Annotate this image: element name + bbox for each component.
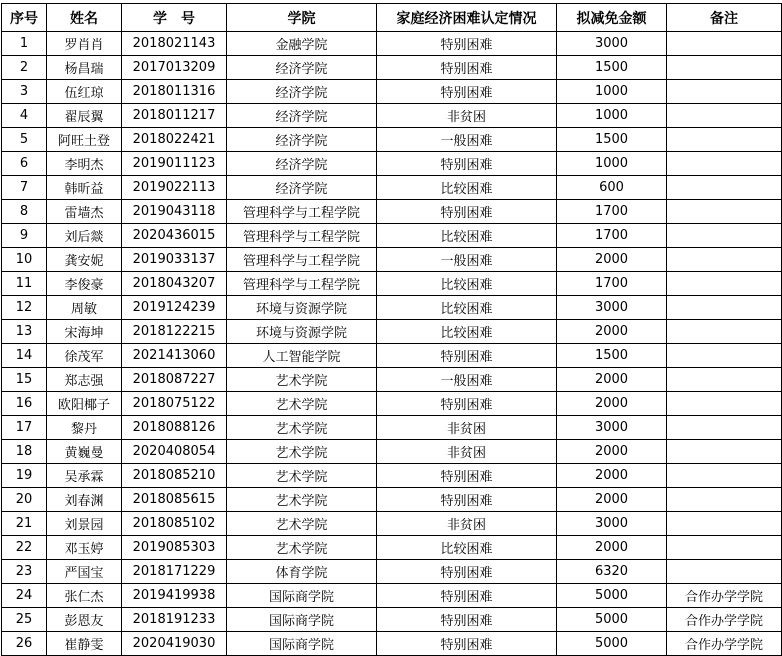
- cell-reduction-amount: 1700: [557, 224, 667, 248]
- cell-student-id: 2019419938: [122, 584, 227, 608]
- cell-hardship-level: 特别困难: [377, 56, 557, 80]
- cell-student-id: 2018043207: [122, 272, 227, 296]
- cell-student-id: 2018085210: [122, 464, 227, 488]
- cell-student-id: 2019011123: [122, 152, 227, 176]
- cell-index: 8: [2, 200, 47, 224]
- cell-hardship-level: 特别困难: [377, 32, 557, 56]
- cell-index: 23: [2, 560, 47, 584]
- cell-remarks: [667, 536, 782, 560]
- cell-reduction-amount: 1700: [557, 200, 667, 224]
- cell-remarks: [667, 344, 782, 368]
- cell-index: 3: [2, 80, 47, 104]
- cell-reduction-amount: 5000: [557, 608, 667, 632]
- table-row: [2, 584, 782, 608]
- cell-college: 国际商学院: [227, 608, 377, 632]
- cell-remarks: [667, 224, 782, 248]
- table-row: [2, 440, 782, 464]
- table-row: [2, 392, 782, 416]
- cell-name: 刘景园: [47, 512, 122, 536]
- cell-name: 吴承霖: [47, 464, 122, 488]
- cell-remarks: [667, 32, 782, 56]
- table-row: [2, 176, 782, 200]
- cell-reduction-amount: 3000: [557, 296, 667, 320]
- cell-student-id: 2019022113: [122, 176, 227, 200]
- cell-remarks: [667, 200, 782, 224]
- cell-college: 环境与资源学院: [227, 320, 377, 344]
- table-row: [2, 272, 782, 296]
- cell-index: 17: [2, 416, 47, 440]
- cell-index: 15: [2, 368, 47, 392]
- cell-index: 6: [2, 152, 47, 176]
- cell-index: 11: [2, 272, 47, 296]
- table-row: [2, 632, 782, 656]
- table-row: [2, 56, 782, 80]
- cell-student-id: 2018085102: [122, 512, 227, 536]
- cell-remarks: [667, 416, 782, 440]
- cell-college: 艺术学院: [227, 416, 377, 440]
- cell-index: 26: [2, 632, 47, 656]
- cell-index: 9: [2, 224, 47, 248]
- table-row: [2, 512, 782, 536]
- cell-name: 邓玉婷: [47, 536, 122, 560]
- cell-student-id: 2018088126: [122, 416, 227, 440]
- cell-reduction-amount: 2000: [557, 392, 667, 416]
- table-row: [2, 104, 782, 128]
- cell-index: 22: [2, 536, 47, 560]
- cell-hardship-level: 特别困难: [377, 488, 557, 512]
- cell-name: 黄巍曼: [47, 440, 122, 464]
- cell-reduction-amount: 5000: [557, 584, 667, 608]
- cell-name: 刘春渊: [47, 488, 122, 512]
- cell-name: 郑志强: [47, 368, 122, 392]
- cell-college: 艺术学院: [227, 488, 377, 512]
- cell-college: 经济学院: [227, 56, 377, 80]
- cell-index: 2: [2, 56, 47, 80]
- cell-index: 4: [2, 104, 47, 128]
- cell-name: 黎丹: [47, 416, 122, 440]
- cell-remarks: [667, 560, 782, 584]
- cell-hardship-level: 比较困难: [377, 320, 557, 344]
- cell-remarks: [667, 320, 782, 344]
- cell-hardship-level: 一般困难: [377, 368, 557, 392]
- cell-remarks: [667, 56, 782, 80]
- cell-college: 经济学院: [227, 152, 377, 176]
- cell-hardship-level: 特别困难: [377, 608, 557, 632]
- cell-reduction-amount: 1700: [557, 272, 667, 296]
- cell-student-id: 2018122215: [122, 320, 227, 344]
- table-row: [2, 128, 782, 152]
- header-hardship-level: 家庭经济困难认定情况: [377, 4, 557, 32]
- cell-college: 国际商学院: [227, 632, 377, 656]
- cell-index: 1: [2, 32, 47, 56]
- cell-name: 翟辰翼: [47, 104, 122, 128]
- cell-remarks: [667, 464, 782, 488]
- cell-student-id: 2020408054: [122, 440, 227, 464]
- cell-reduction-amount: 3000: [557, 32, 667, 56]
- student-fee-reduction-table: [1, 3, 782, 656]
- table-row: [2, 248, 782, 272]
- cell-index: 16: [2, 392, 47, 416]
- cell-hardship-level: 比较困难: [377, 296, 557, 320]
- cell-reduction-amount: 2000: [557, 320, 667, 344]
- cell-hardship-level: 特别困难: [377, 152, 557, 176]
- cell-hardship-level: 特别困难: [377, 560, 557, 584]
- cell-name: 李俊豪: [47, 272, 122, 296]
- cell-remarks: [667, 272, 782, 296]
- cell-college: 艺术学院: [227, 392, 377, 416]
- cell-index: 21: [2, 512, 47, 536]
- cell-student-id: 2018011316: [122, 80, 227, 104]
- cell-student-id: 2018171229: [122, 560, 227, 584]
- cell-hardship-level: 非贫困: [377, 512, 557, 536]
- cell-hardship-level: 特别困难: [377, 344, 557, 368]
- cell-college: 体育学院: [227, 560, 377, 584]
- cell-college: 经济学院: [227, 176, 377, 200]
- header-college: 学院: [227, 4, 377, 32]
- cell-hardship-level: 非贫困: [377, 104, 557, 128]
- cell-college: 国际商学院: [227, 584, 377, 608]
- cell-reduction-amount: 2000: [557, 248, 667, 272]
- table-body: [2, 32, 782, 656]
- cell-name: 伍红琼: [47, 80, 122, 104]
- table-row: [2, 224, 782, 248]
- cell-reduction-amount: 1000: [557, 152, 667, 176]
- table-row: [2, 416, 782, 440]
- cell-hardship-level: 特别困难: [377, 200, 557, 224]
- cell-index: 14: [2, 344, 47, 368]
- cell-reduction-amount: 2000: [557, 464, 667, 488]
- cell-reduction-amount: 2000: [557, 536, 667, 560]
- cell-student-id: 2018021143: [122, 32, 227, 56]
- cell-reduction-amount: 3000: [557, 512, 667, 536]
- cell-college: 金融学院: [227, 32, 377, 56]
- cell-name: 周敏: [47, 296, 122, 320]
- cell-name: 阿旺土登: [47, 128, 122, 152]
- cell-college: 经济学院: [227, 80, 377, 104]
- cell-name: 崔静雯: [47, 632, 122, 656]
- cell-hardship-level: 比较困难: [377, 176, 557, 200]
- cell-remarks: 合作办学学院: [667, 632, 782, 656]
- table-row: [2, 32, 782, 56]
- cell-name: 刘后燚: [47, 224, 122, 248]
- cell-student-id: 2018085615: [122, 488, 227, 512]
- header-index: 序号: [2, 4, 47, 32]
- cell-remarks: [667, 176, 782, 200]
- cell-college: 管理科学与工程学院: [227, 272, 377, 296]
- cell-college: 经济学院: [227, 104, 377, 128]
- cell-reduction-amount: 5000: [557, 632, 667, 656]
- header-name: 姓名: [47, 4, 122, 32]
- cell-remarks: [667, 152, 782, 176]
- cell-student-id: 2021413060: [122, 344, 227, 368]
- cell-name: 杨昌瑞: [47, 56, 122, 80]
- cell-college: 环境与资源学院: [227, 296, 377, 320]
- cell-reduction-amount: 600: [557, 176, 667, 200]
- cell-student-id: 2018022421: [122, 128, 227, 152]
- cell-college: 艺术学院: [227, 464, 377, 488]
- cell-remarks: [667, 440, 782, 464]
- cell-college: 管理科学与工程学院: [227, 224, 377, 248]
- cell-reduction-amount: 2000: [557, 440, 667, 464]
- cell-name: 彭恩友: [47, 608, 122, 632]
- cell-college: 艺术学院: [227, 368, 377, 392]
- cell-hardship-level: 比较困难: [377, 224, 557, 248]
- cell-hardship-level: 特别困难: [377, 80, 557, 104]
- table-row: [2, 608, 782, 632]
- cell-hardship-level: 一般困难: [377, 248, 557, 272]
- cell-college: 艺术学院: [227, 512, 377, 536]
- table-row: [2, 560, 782, 584]
- table-row: [2, 536, 782, 560]
- cell-remarks: [667, 248, 782, 272]
- cell-reduction-amount: 1500: [557, 344, 667, 368]
- cell-index: 24: [2, 584, 47, 608]
- cell-name: 欧阳椰子: [47, 392, 122, 416]
- table-row: [2, 320, 782, 344]
- cell-student-id: 2019033137: [122, 248, 227, 272]
- cell-college: 管理科学与工程学院: [227, 200, 377, 224]
- cell-index: 10: [2, 248, 47, 272]
- header-student-id: 学 号: [122, 4, 227, 32]
- cell-student-id: 2018011217: [122, 104, 227, 128]
- cell-index: 19: [2, 464, 47, 488]
- table-row: [2, 368, 782, 392]
- cell-remarks: [667, 368, 782, 392]
- table-header: [2, 4, 782, 32]
- cell-name: 张仁杰: [47, 584, 122, 608]
- cell-remarks: [667, 392, 782, 416]
- cell-remarks: [667, 104, 782, 128]
- cell-remarks: [667, 80, 782, 104]
- cell-name: 宋海坤: [47, 320, 122, 344]
- cell-reduction-amount: 6320: [557, 560, 667, 584]
- cell-remarks: [667, 128, 782, 152]
- cell-index: 13: [2, 320, 47, 344]
- table-row: [2, 464, 782, 488]
- cell-college: 经济学院: [227, 128, 377, 152]
- cell-hardship-level: 一般困难: [377, 128, 557, 152]
- table-row: [2, 344, 782, 368]
- cell-name: 韩昕益: [47, 176, 122, 200]
- cell-name: 雷墙杰: [47, 200, 122, 224]
- cell-index: 12: [2, 296, 47, 320]
- cell-hardship-level: 非贫困: [377, 416, 557, 440]
- cell-remarks: 合作办学学院: [667, 608, 782, 632]
- cell-hardship-level: 比较困难: [377, 272, 557, 296]
- cell-name: 李明杰: [47, 152, 122, 176]
- header-remarks: 备注: [667, 4, 782, 32]
- cell-index: 25: [2, 608, 47, 632]
- cell-hardship-level: 特别困难: [377, 464, 557, 488]
- cell-index: 5: [2, 128, 47, 152]
- table-row: [2, 200, 782, 224]
- cell-reduction-amount: 1500: [557, 128, 667, 152]
- cell-reduction-amount: 2000: [557, 368, 667, 392]
- cell-remarks: [667, 296, 782, 320]
- cell-hardship-level: 非贫困: [377, 440, 557, 464]
- cell-hardship-level: 特别困难: [377, 632, 557, 656]
- cell-student-id: 2019124239: [122, 296, 227, 320]
- cell-index: 7: [2, 176, 47, 200]
- cell-student-id: 2018087227: [122, 368, 227, 392]
- cell-student-id: 2018191233: [122, 608, 227, 632]
- table-row: [2, 296, 782, 320]
- cell-college: 艺术学院: [227, 440, 377, 464]
- cell-student-id: 2020419030: [122, 632, 227, 656]
- cell-hardship-level: 特别困难: [377, 584, 557, 608]
- cell-name: 龚安妮: [47, 248, 122, 272]
- cell-index: 20: [2, 488, 47, 512]
- cell-reduction-amount: 1000: [557, 104, 667, 128]
- cell-remarks: 合作办学学院: [667, 584, 782, 608]
- cell-student-id: 2020436015: [122, 224, 227, 248]
- cell-college: 管理科学与工程学院: [227, 248, 377, 272]
- cell-student-id: 2018075122: [122, 392, 227, 416]
- cell-remarks: [667, 512, 782, 536]
- table-row: [2, 152, 782, 176]
- cell-hardship-level: 比较困难: [377, 536, 557, 560]
- table-row: [2, 488, 782, 512]
- cell-reduction-amount: 1500: [557, 56, 667, 80]
- cell-name: 罗肖肖: [47, 32, 122, 56]
- cell-remarks: [667, 488, 782, 512]
- cell-hardship-level: 特别困难: [377, 392, 557, 416]
- table-row: [2, 80, 782, 104]
- cell-college: 人工智能学院: [227, 344, 377, 368]
- cell-student-id: 2019043118: [122, 200, 227, 224]
- cell-reduction-amount: 3000: [557, 416, 667, 440]
- header-reduction-amount: 拟减免金额: [557, 4, 667, 32]
- cell-index: 18: [2, 440, 47, 464]
- cell-reduction-amount: 2000: [557, 488, 667, 512]
- header-row: [2, 4, 782, 32]
- cell-college: 艺术学院: [227, 536, 377, 560]
- cell-name: 徐茂军: [47, 344, 122, 368]
- cell-student-id: 2017013209: [122, 56, 227, 80]
- cell-student-id: 2019085303: [122, 536, 227, 560]
- cell-name: 严国宝: [47, 560, 122, 584]
- cell-reduction-amount: 1000: [557, 80, 667, 104]
